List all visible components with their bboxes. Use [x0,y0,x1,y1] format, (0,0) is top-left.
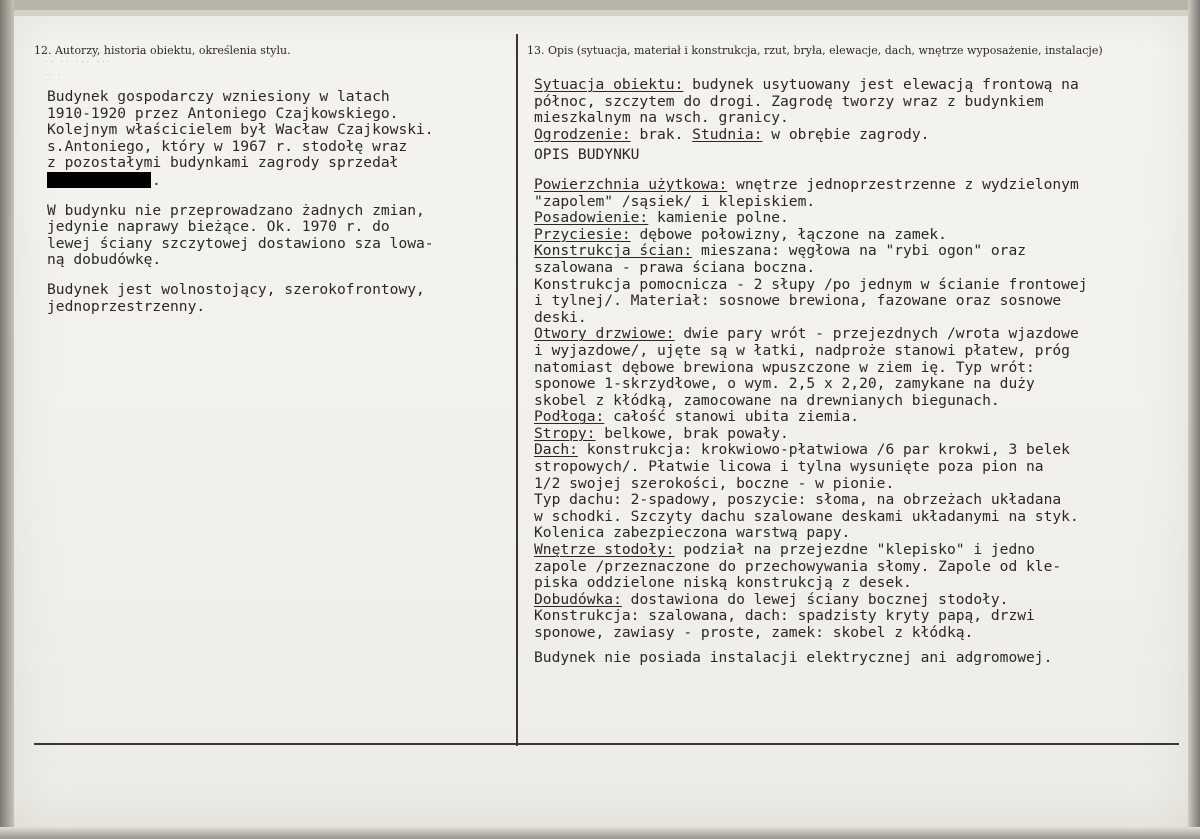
scan-edge-bottom [0,827,1200,839]
text-line: mieszkalnym na wsch. granicy. [534,109,789,127]
section-13-header: 13. Opis (sytuacja, materiał i konstrukcja, rzut, bryła, elewacje, dach, wnętrze wyposażenie, instalacje) [527,44,1103,57]
text-line: lewej ściany szczytowej dostawiono sza lowa- [47,234,434,252]
text-line: deski. [534,308,587,326]
text-line: zapole /przeznaczone do przechowywania słomy. Zapole od kle- [534,557,1062,575]
history-text [47,89,507,328]
field-label: Konstrukcja ścian: [534,242,693,260]
text-fragment: . [152,171,161,189]
section-12-header: 12. Autorzy, historia obiektu, określenia stylu. [34,44,291,57]
column-divider [516,34,518,746]
text-line [534,210,1182,227]
redaction-bar [47,172,151,188]
field-value: konstrukcja: krokwiowo-płatwiowa /6 par krokwi, 3 belek [577,441,1070,459]
faint-stamp-mark-2: ·· · [44,71,61,79]
field-value: w obrębie zagrody. [762,125,930,143]
text-line [534,442,1182,459]
field-value: wnętrze jednoprzestrzenne z wydzielonym [727,175,1079,193]
scan-edge-right [1188,0,1200,839]
text-line: Kolejnym właścicielem był Wacław Czajkowski. [47,121,434,139]
field-value: całość stanowi ubita ziemia. [604,408,860,426]
field-label: Dach: [534,441,578,459]
field-value: dębowe połowizny, łączone na zamek. [630,225,947,243]
field-label: Dobudówka: [534,590,622,608]
text-line: szalowana - prawa ściana boczna. [534,258,816,276]
text-line [534,592,1182,609]
text-line: i tylnej/. Materiał: sosnowe brewiona, fazowane oraz sosnowe [534,292,1062,310]
text-line [534,426,1182,443]
building-description-heading: OPIS BUDYNKU [534,146,640,164]
field-label: Stropy: [534,424,596,442]
field-value: budynek usytuowany jest elewacją frontową na [683,76,1079,93]
bottom-rule [34,743,1179,745]
text-line: ną dobudówkę. [47,251,162,269]
text-line: Konstrukcja: szalowana, dach: spadzisty kryty papą, drzwi [534,607,1035,625]
text-line [47,172,507,190]
field-value: mieszana: węgłowa na "rybi ogon" oraz [692,242,1027,260]
text-line: 1910-1920 przez Antoniego Czajkowskiego. [47,104,399,122]
changes-paragraph [47,203,507,269]
text-line: natomiast dębowe brewiona wpuszczone w ziem ię. Typ wrót: [534,358,1035,376]
text-line: z pozostałymi budynkami zagrody sprzedał [47,154,399,172]
text-line: sponowe 1-skrzydłowe, o wym. 2,5 x 2,20, zamykane na duży [534,375,1035,393]
text-line [534,326,1182,343]
text-line: północ, szczytem do drogi. Zagrodę tworzy wraz z budynkiem [534,92,1044,110]
field-label: Posadowienie: [534,209,649,227]
text-line [534,409,1182,426]
text-line: Kolenica zabezpieczona warstwą papy. [534,524,851,542]
description-text [534,77,1182,666]
field-label: Podłoga: [534,408,605,426]
field-value: podział na przejezdne "klepisko" i jedno [674,541,1035,559]
text-line: stropowych/. Płatwie licowa i tylna wysunięte poza pion na [534,458,1044,476]
text-line: skobel z kłódką, zamocowane na drewnianych biegunach. [534,391,1000,409]
text-line: jednoprzestrzenny. [47,297,206,315]
field-value: belkowe, brak powały. [595,424,789,442]
field-label: Ogrodzenie: [534,125,631,143]
text-line: W budynku nie przeprowadzano żadnych zmian, [47,201,425,219]
faint-stamp-mark: ·· ·· ··· ··· [44,58,112,66]
text-line [534,227,1182,244]
text-line: sponowe, zawiasy - proste, zamek: skobel z kłódką. [534,624,974,641]
installations-note: Budynek nie posiada instalacji elektrycznej ani adgromowej. [534,648,1053,666]
text-line: Typ dachu: 2-spadowy, poszycie: słoma, na obrzeżach układana [534,491,1062,509]
text-line: jedynie naprawy bieżące. Ok. 1970 r. do [47,218,390,236]
text-line: i wyjazdowe/, ujęte są w łatki, nadproże stanowi płatew, próg [534,341,1070,359]
scan-edge-left [0,0,14,839]
field-value: brak. [630,125,693,143]
field-label: Studnia: [692,125,763,143]
text-line: w schodki. Szczyty dachu szalowane deskami układanymi na styk. [534,507,1079,525]
field-label: Sytuacja obiektu: [534,76,684,93]
text-line: Budynek jest wolnostojący, szerokofrontowy, [47,280,425,298]
scan-edge-top-inner [0,10,1200,16]
text-line [534,127,1182,144]
text-line: Konstrukcja pomocnicza - 2 słupy /po jednym w ścianie frontowej [534,275,1088,293]
text-line [534,77,1182,94]
field-label: Wnętrze stodoły: [534,541,675,559]
text-line: s.Antoniego, który w 1967 r. stodołę wraz [47,137,408,155]
field-value: dostawiona do lewej ściany bocznej stodoły. [621,590,1009,608]
style-paragraph [47,282,507,315]
text-line: piska oddzielone niską konstrukcją z desek. [534,574,912,592]
text-line: Budynek gospodarczy wzniesiony w latach [47,88,390,105]
text-line: 1/2 swojej szerokości, boczne - w pionie. [534,474,895,492]
text-line [534,542,1182,559]
text-line [534,243,1182,260]
field-value: kamienie polne. [648,209,789,227]
situation-block [534,77,1182,143]
field-value: dwie pary wrót - przejezdnych /wrota wjazdowe [674,325,1079,343]
field-label: Powierzchnia użytkowa: [534,175,728,193]
building-block [534,177,1182,642]
history-paragraph [47,89,507,190]
field-label: Otwory drzwiowe: [534,325,675,343]
text-line: "zapolem" /sąsiek/ i klepiskiem. [534,192,816,210]
field-label: Przyciesie: [534,225,631,243]
text-line [534,177,1182,194]
